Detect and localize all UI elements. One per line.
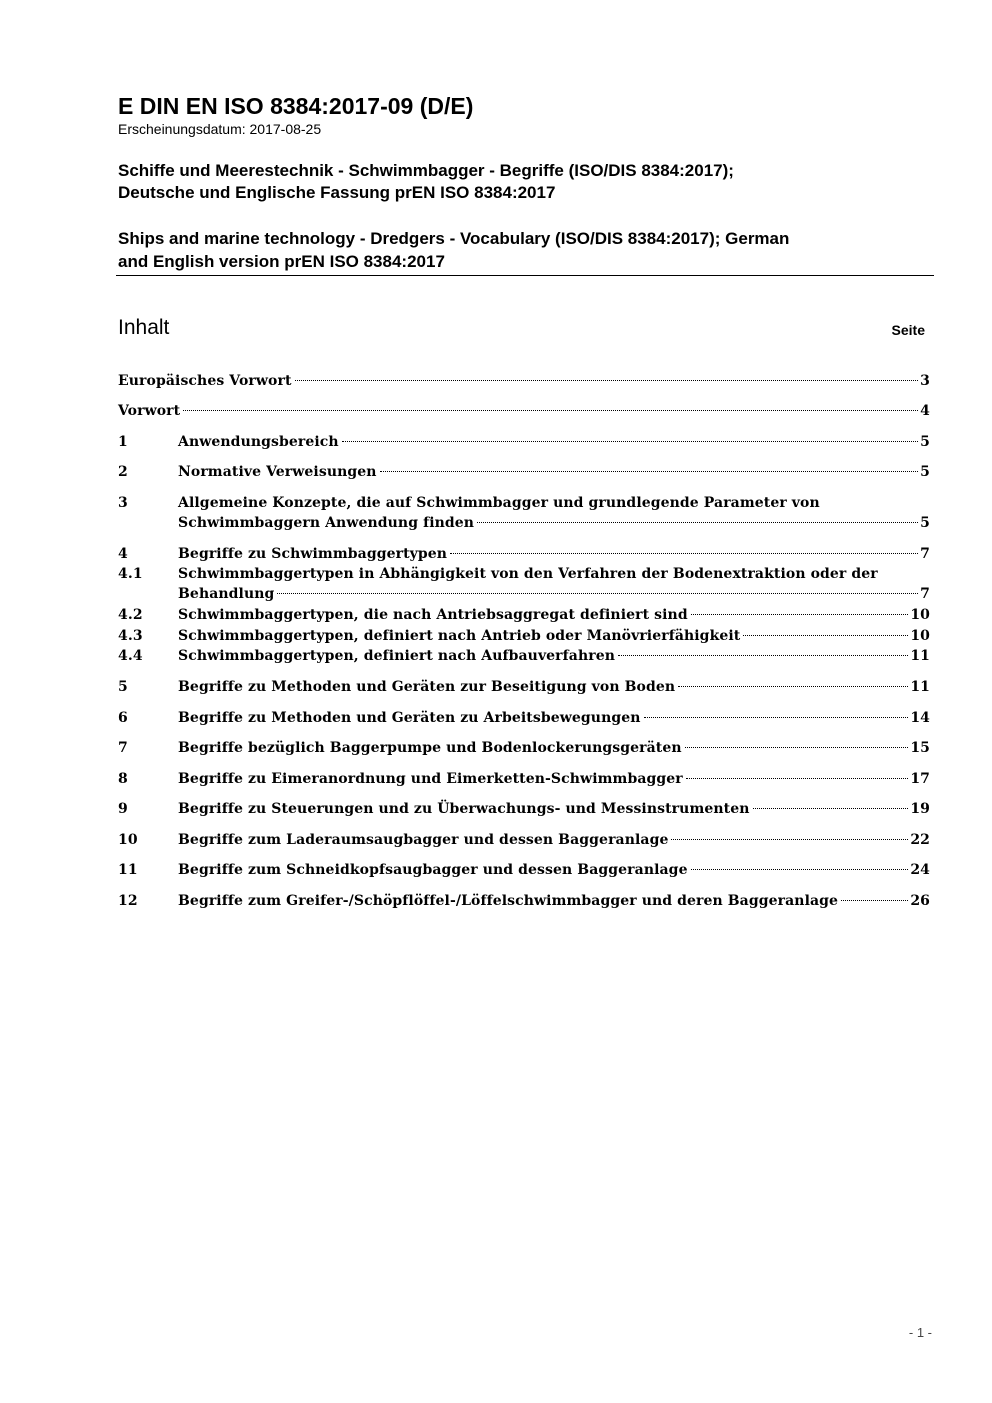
toc-entry[interactable]: [118, 462, 930, 482]
toc-leader-dots: [477, 522, 918, 523]
header-divider: [116, 275, 934, 276]
toc-entry-number: 4.4: [118, 648, 143, 664]
toc-entry-page: 5: [920, 515, 930, 531]
toc-leader-dots: [743, 635, 908, 636]
toc-entry-number: 4.2: [118, 607, 143, 623]
page-number: - 1 -: [908, 1325, 932, 1340]
toc-entry-label[interactable]: Begriffe zum Greifer-/Schöpflöffel-/Löffelschwimmbagger und deren Baggeranlage: [178, 893, 839, 909]
toc-entry-number: 3: [118, 495, 128, 511]
toc-entry[interactable]: [118, 605, 930, 625]
title-german-line-2: Deutsche und Englische Fassung prEN ISO 8384:2017: [118, 183, 556, 202]
toc-entry-label[interactable]: Europäisches Vorwort: [118, 373, 292, 389]
toc-leader-dots: [686, 778, 909, 779]
toc-leader-dots: [450, 553, 918, 554]
toc-leader-dots: [685, 747, 909, 748]
title-english: [118, 227, 933, 273]
title-german: [118, 160, 933, 204]
toc-leader-dots: [841, 900, 908, 901]
toc-leader-dots: [618, 655, 908, 656]
toc-entry[interactable]: [118, 401, 930, 421]
title-english-line-1: Ships and marine technology - Dredgers - Vocabulary (ISO/DIS 8384:2017); German: [118, 229, 790, 248]
toc-entry[interactable]: [118, 677, 930, 697]
toc-entry-number: 4.3: [118, 628, 143, 644]
toc-entry-label[interactable]: Schwimmbaggertypen, die nach Antriebsaggregat definiert sind: [178, 607, 688, 623]
toc-entry-page: 3: [920, 373, 930, 389]
toc-entry[interactable]: [118, 564, 930, 604]
toc-entry-number: 8: [118, 771, 128, 787]
toc-entry-number: 2: [118, 464, 128, 480]
toc-entry[interactable]: [118, 432, 930, 452]
toc-page-column-label: Seite: [891, 322, 925, 338]
toc-entry-number: 10: [118, 832, 138, 848]
toc-entry-page: 10: [910, 607, 930, 623]
toc-entry[interactable]: [118, 799, 930, 819]
toc-entry-page: 22: [910, 832, 930, 848]
toc-entry-label[interactable]: Normative Verweisungen: [178, 464, 377, 480]
toc-entry-page: 14: [910, 710, 930, 726]
toc-leader-dots: [183, 410, 918, 411]
toc-entry-page: 17: [910, 771, 930, 787]
toc-entry-page: 15: [910, 740, 930, 756]
toc-leader-dots: [277, 593, 918, 594]
toc-entry-page: 24: [910, 862, 930, 878]
toc-entry-number: 7: [118, 740, 128, 756]
toc-entry-number: 12: [118, 893, 138, 909]
toc-leader-dots: [671, 839, 908, 840]
toc-entry-page: 7: [920, 586, 930, 602]
toc-entry-label[interactable]: Begriffe zu Methoden und Geräten zur Beseitigung von Boden: [178, 679, 676, 695]
toc-entry-number: 4: [118, 546, 128, 562]
toc-entry[interactable]: [118, 891, 930, 911]
toc-leader-dots: [691, 869, 909, 870]
toc-entry-label[interactable]: Schwimmbaggern Anwendung finden: [178, 515, 475, 531]
toc-entry-label[interactable]: Begriffe bezüglich Baggerpumpe und Bodenlockerungsgeräten: [178, 740, 682, 756]
toc-entry[interactable]: [118, 493, 930, 533]
toc-entry-page: 5: [920, 464, 930, 480]
toc-entry-page: 11: [910, 648, 930, 664]
toc-entry[interactable]: [118, 708, 930, 728]
toc-entry-label[interactable]: Anwendungsbereich: [178, 434, 339, 450]
toc-entry-page: 11: [910, 679, 930, 695]
toc-leader-dots: [753, 808, 909, 809]
toc-entry-number: 11: [118, 862, 138, 878]
toc-leader-dots: [678, 686, 908, 687]
toc-entry-label[interactable]: Begriffe zum Schneidkopfsaugbagger und dessen Baggeranlage: [178, 862, 688, 878]
toc-entry[interactable]: [118, 626, 930, 646]
toc-entry-label[interactable]: Schwimmbaggertypen, definiert nach Aufbauverfahren: [178, 648, 615, 664]
title-german-line-1: Schiffe und Meerestechnik - Schwimmbagger - Begriffe (ISO/DIS 8384:2017);: [118, 161, 734, 180]
toc-entry[interactable]: [118, 738, 930, 758]
toc-entry[interactable]: [118, 371, 930, 391]
toc-entry-number: 4.1: [118, 566, 143, 582]
toc-entry[interactable]: [118, 646, 930, 666]
toc-entry[interactable]: [118, 544, 930, 564]
toc-heading: Inhalt: [118, 316, 170, 339]
toc-entry-page: 10: [910, 628, 930, 644]
toc-entry-number: 9: [118, 801, 128, 817]
toc-entry-label[interactable]: Begriffe zum Laderaumsaugbagger und dessen Baggeranlage: [178, 832, 669, 848]
toc-entry[interactable]: [118, 830, 930, 850]
document-id: E DIN EN ISO 8384:2017-09 (D/E): [118, 93, 474, 119]
toc-leader-dots: [295, 380, 919, 381]
toc-entry-page: 5: [920, 434, 930, 450]
toc-entry-page: 26: [910, 893, 930, 909]
toc-entry-label[interactable]: Begriffe zu Methoden und Geräten zu Arbeitsbewegungen: [178, 710, 641, 726]
toc-leader-dots: [342, 441, 918, 442]
toc-entry-label-line-1[interactable]: Allgemeine Konzepte, die auf Schwimmbagger und grundlegende Parameter von: [178, 495, 820, 511]
toc-entry[interactable]: [118, 860, 930, 880]
toc-entry-page: 7: [920, 546, 930, 562]
toc-entry-page: 4: [920, 403, 930, 419]
toc-entry-label[interactable]: Begriffe zu Schwimmbaggertypen: [178, 546, 448, 562]
toc-entry-number: 6: [118, 710, 128, 726]
toc-leader-dots: [380, 471, 919, 472]
toc-entry-label[interactable]: Schwimmbaggertypen, definiert nach Antrieb oder Manövrierfähigkeit: [178, 628, 741, 644]
toc-entry-label[interactable]: Begriffe zu Steuerungen und zu Überwachungs- und Messinstrumenten: [178, 801, 750, 817]
toc-entry-label[interactable]: Vorwort: [118, 403, 181, 419]
publication-date: Erscheinungsdatum: 2017-08-25: [118, 121, 322, 137]
toc-entry-number: 5: [118, 679, 128, 695]
toc-entry-label[interactable]: Behandlung: [178, 586, 275, 602]
toc-leader-dots: [691, 614, 909, 615]
toc-entry-number: 1: [118, 434, 128, 450]
toc-entry[interactable]: [118, 769, 930, 789]
toc-entry-page: 19: [910, 801, 930, 817]
title-english-line-2: and English version prEN ISO 8384:2017: [118, 252, 445, 271]
toc-leader-dots: [644, 717, 909, 718]
document-header: [118, 92, 933, 273]
toc-entry-label-line-1[interactable]: Schwimmbaggertypen in Abhängigkeit von den Verfahren der Bodenextraktion oder der: [178, 566, 878, 582]
toc-entry-label[interactable]: Begriffe zu Eimeranordnung und Eimerketten-Schwimmbagger: [178, 771, 683, 787]
